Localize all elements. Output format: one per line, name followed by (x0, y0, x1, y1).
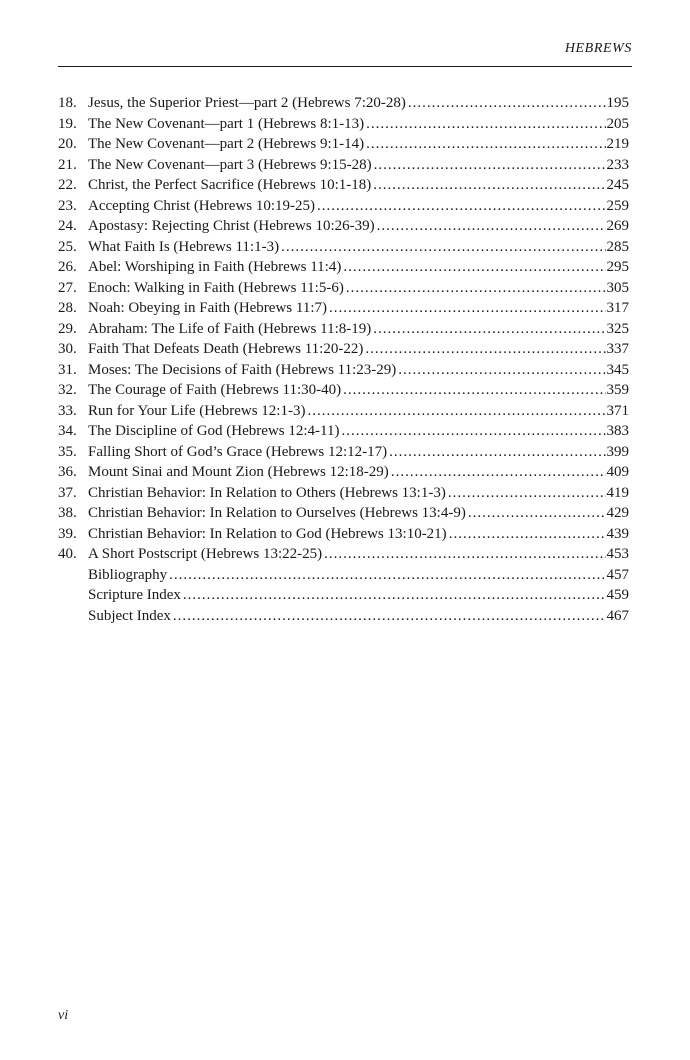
dot-leader (317, 196, 605, 217)
entry-page: 439 (606, 525, 629, 542)
dot-leader (324, 544, 605, 565)
entry-title: Christian Behavior: In Relation to God (Hebrews 13:10-21) (88, 525, 447, 542)
entry-title: Mount Sinai and Mount Zion (Hebrews 12:18-29) (88, 464, 389, 480)
entry-number: 33. (58, 402, 77, 419)
entry-number: 34. (58, 423, 77, 439)
entry-number: 20. (58, 136, 77, 152)
entry-title: Abraham: The Life of Faith (Hebrews 11:8-19) (88, 320, 372, 337)
toc-entry[interactable] (58, 93, 629, 114)
entry-number: 24. (58, 218, 77, 234)
entry-page: 359 (606, 382, 629, 398)
dot-leader (468, 503, 606, 524)
entry-title: Noah: Obeying in Faith (Hebrews 11:7) (88, 300, 327, 316)
entry-number: 37. (58, 484, 77, 501)
entry-number: 23. (58, 197, 77, 214)
entry-page: 409 (606, 464, 629, 480)
entry-title: The Discipline of God (Hebrews 12:4-11) (88, 423, 340, 439)
entry-page: 383 (606, 423, 629, 439)
entry-number: 21. (58, 156, 77, 173)
dot-leader (343, 257, 605, 278)
entry-page: 467 (606, 607, 629, 624)
entry-page: 459 (606, 587, 629, 603)
entry-number: 19. (58, 115, 77, 132)
toc-entry[interactable] (58, 216, 629, 237)
entry-title: A Short Postscript (Hebrews 13:22-25) (88, 546, 323, 562)
page-header (58, 40, 632, 67)
dot-leader (307, 401, 605, 422)
entry-title: Subject Index (88, 607, 171, 624)
entry-title: Moses: The Decisions of Faith (Hebrews 11:23-29) (88, 361, 397, 378)
entry-page: 285 (606, 238, 629, 255)
entry-number: 38. (58, 505, 77, 521)
toc-entry-scripture-index[interactable] (58, 585, 629, 606)
entry-number: 22. (58, 177, 77, 193)
dot-leader (408, 93, 606, 114)
dot-leader (373, 319, 605, 340)
toc-entry[interactable] (58, 134, 629, 155)
entry-title: The Courage of Faith (Hebrews 11:30-40) (88, 382, 342, 398)
entry-title: The New Covenant—part 3 (Hebrews 9:15-28) (88, 156, 372, 173)
dot-leader (373, 175, 605, 196)
toc-entry-subject-index[interactable] (58, 606, 629, 627)
entry-page: 259 (606, 197, 629, 214)
entry-page: 325 (606, 320, 629, 337)
entry-page: 195 (606, 95, 629, 111)
entry-page: 269 (606, 218, 629, 234)
dot-leader (329, 298, 606, 319)
entry-page: 295 (606, 259, 629, 275)
entry-page: 457 (606, 566, 629, 583)
dot-leader (377, 216, 606, 237)
dot-leader (365, 339, 605, 360)
toc-entry[interactable] (58, 237, 629, 258)
toc-entry[interactable] (58, 380, 629, 401)
entry-page: 429 (606, 505, 629, 521)
page-folio: vi (58, 1008, 69, 1023)
entry-title: Christian Behavior: In Relation to Ourselves (Hebrews 13:4-9) (88, 505, 466, 521)
toc-entry[interactable] (58, 278, 629, 299)
entry-page: 233 (606, 156, 629, 173)
toc-entry[interactable] (58, 401, 629, 422)
entry-title: Bibliography (88, 566, 168, 583)
entry-page: 419 (606, 484, 629, 501)
entry-number: 29. (58, 320, 77, 337)
entry-number: 30. (58, 341, 77, 357)
entry-number: 27. (58, 279, 77, 296)
dot-leader (173, 606, 606, 627)
entry-page: 219 (606, 136, 629, 152)
dot-leader (169, 565, 605, 586)
entry-page: 317 (606, 300, 629, 316)
entry-title: Faith That Defeats Death (Hebrews 11:20-22) (88, 341, 364, 357)
toc-entry[interactable] (58, 421, 629, 442)
entry-page: 453 (606, 546, 629, 562)
entry-title: Jesus, the Superior Priest—part 2 (Hebrews 7:20-28) (88, 95, 406, 111)
entry-page: 399 (606, 443, 629, 460)
entry-title: Apostasy: Rejecting Christ (Hebrews 10:26-39) (88, 218, 375, 234)
entry-title: Run for Your Life (Hebrews 12:1-3) (88, 402, 306, 419)
entry-page: 205 (606, 115, 629, 132)
dot-leader (341, 421, 605, 442)
entry-page: 345 (606, 361, 629, 378)
toc-entry[interactable] (58, 257, 629, 278)
entry-title: Scripture Index (88, 587, 181, 603)
dot-leader (346, 278, 606, 299)
toc-entry[interactable] (58, 544, 629, 565)
dot-leader (391, 462, 606, 483)
dot-leader (398, 360, 605, 381)
entry-title: Enoch: Walking in Faith (Hebrews 11:5-6) (88, 279, 344, 296)
toc-entry[interactable] (58, 196, 629, 217)
toc-entry[interactable] (58, 175, 629, 196)
toc-entry[interactable] (58, 298, 629, 319)
dot-leader (374, 155, 606, 176)
toc-entry[interactable] (58, 503, 629, 524)
entry-number: 28. (58, 300, 77, 316)
toc-entry[interactable] (58, 155, 629, 176)
dot-leader (448, 483, 606, 504)
dot-leader (183, 585, 606, 606)
dot-leader (366, 114, 605, 135)
entry-title: Abel: Worshiping in Faith (Hebrews 11:4) (88, 259, 342, 275)
dot-leader (281, 237, 605, 258)
running-title: HEBREWS (564, 41, 632, 56)
table-of-contents (58, 93, 629, 626)
entry-page: 245 (606, 177, 629, 193)
dot-leader (343, 380, 605, 401)
entry-title: What Faith Is (Hebrews 11:1-3) (88, 238, 280, 255)
toc-entry[interactable] (58, 339, 629, 360)
toc-entry[interactable] (58, 442, 629, 463)
dot-leader (449, 524, 606, 545)
entry-title: Christian Behavior: In Relation to Others (Hebrews 13:1-3) (88, 484, 446, 501)
entry-number: 40. (58, 546, 77, 562)
entry-number: 26. (58, 259, 77, 275)
toc-entry[interactable] (58, 360, 629, 381)
entry-number: 25. (58, 238, 77, 255)
toc-entry[interactable] (58, 462, 629, 483)
toc-entry[interactable] (58, 319, 629, 340)
entry-number: 32. (58, 382, 77, 398)
entry-title: The New Covenant—part 2 (Hebrews 9:1-14) (88, 136, 365, 152)
entry-number: 18. (58, 95, 77, 111)
entry-title: Falling Short of God’s Grace (Hebrews 12:12-17) (88, 443, 388, 460)
toc-entry-bibliography[interactable] (58, 565, 629, 586)
entry-title: Christ, the Perfect Sacrifice (Hebrews 10:1-18) (88, 177, 372, 193)
toc-entry[interactable] (58, 114, 629, 135)
entry-number: 31. (58, 361, 77, 378)
dot-leader (389, 442, 605, 463)
toc-entry[interactable] (58, 524, 629, 545)
entry-title: The New Covenant—part 1 (Hebrews 8:1-13) (88, 115, 365, 132)
entry-number: 35. (58, 443, 77, 460)
entry-page: 337 (606, 341, 629, 357)
entry-title: Accepting Christ (Hebrews 10:19-25) (88, 197, 316, 214)
entry-number: 39. (58, 525, 77, 542)
entry-number: 36. (58, 464, 77, 480)
entry-page: 305 (606, 279, 629, 296)
entry-page: 371 (606, 402, 629, 419)
dot-leader (366, 134, 605, 155)
toc-entry[interactable] (58, 483, 629, 504)
